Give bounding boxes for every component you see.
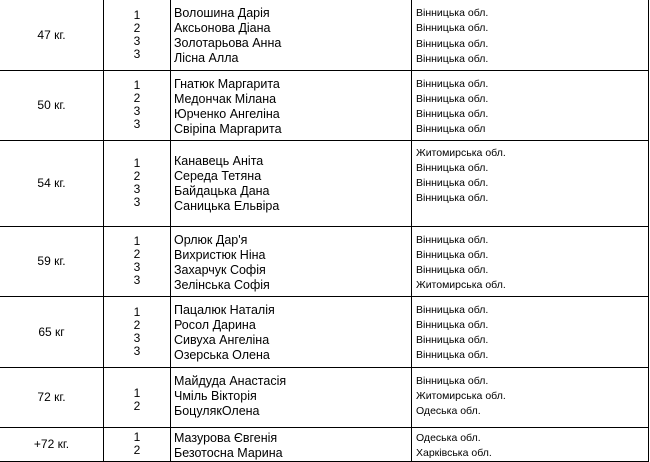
athlete-name: Гнатюк Маргарита xyxy=(174,76,280,91)
athlete-name: Пацалюк Наталія xyxy=(174,302,275,317)
region: Вінницька обл. xyxy=(416,334,489,347)
regions-cell xyxy=(412,367,649,427)
athlete-name: Волошина Дарія xyxy=(174,6,270,20)
places-cell xyxy=(104,140,171,226)
places-cell xyxy=(104,367,171,427)
region: Вінницька обл. xyxy=(416,22,489,35)
table-row xyxy=(0,140,649,226)
region: Вінницька обл. xyxy=(416,7,489,19)
table-row xyxy=(0,296,649,367)
names-cell xyxy=(171,140,412,226)
athlete-name: Вихристюк Ніна xyxy=(174,247,266,262)
region: Вінницька обл. xyxy=(416,161,489,174)
athlete-name: Саницька Ельвіра xyxy=(174,198,280,213)
names-cell xyxy=(171,70,412,140)
region: Харківська обл. xyxy=(416,446,492,459)
place-number: 3 xyxy=(133,195,141,209)
athlete-name: Безотосна Марина xyxy=(174,445,283,460)
regions-cell xyxy=(412,140,649,226)
place-number: 3 xyxy=(133,182,141,196)
place-number: 2 xyxy=(133,247,141,261)
athlete-name: БоцулякОлена xyxy=(174,403,260,418)
place-number: 3 xyxy=(133,343,141,358)
place-number: 3 xyxy=(133,117,141,131)
place-number: 2 xyxy=(133,317,141,332)
athlete-name: Свіріпа Маргарита xyxy=(174,121,282,136)
regions-cell xyxy=(412,70,649,140)
table-row xyxy=(0,226,649,296)
region: Вінницька обл. xyxy=(416,108,489,121)
region: Вінницька обл. xyxy=(416,303,489,316)
weight-category: 59 кг. xyxy=(0,226,104,296)
athlete-name: Захарчук Софія xyxy=(174,262,266,277)
names-cell xyxy=(171,226,412,296)
region: Житомирська обл. xyxy=(416,389,506,402)
region: Одеська обл. xyxy=(416,431,481,444)
region: Вінницька обл. xyxy=(416,248,489,261)
place-number: 3 xyxy=(133,104,141,118)
region: Вінницька обл. xyxy=(416,92,489,105)
region: Вінницька обл. xyxy=(416,374,489,387)
region: Житомирська обл. xyxy=(416,146,506,159)
region: Вінницька обл. xyxy=(416,77,489,90)
place-number: 2 xyxy=(133,399,141,413)
regions-cell xyxy=(412,427,649,462)
athlete-name: Канавець Аніта xyxy=(174,153,264,168)
place-number: 3 xyxy=(133,33,141,48)
athlete-name: Зелінська Софія xyxy=(174,277,270,292)
weight-category: 50 кг. xyxy=(0,70,104,140)
athlete-name: Лісна Алла xyxy=(174,51,239,65)
place-number: 1 xyxy=(133,430,141,445)
place-number: 3 xyxy=(133,330,141,345)
athlete-name: Середа Тетяна xyxy=(174,168,262,183)
region: Вінницька обл. xyxy=(416,192,489,205)
regions-cell xyxy=(412,296,649,367)
region: Вінницька обл. xyxy=(416,52,489,65)
place-number: 1 xyxy=(133,78,141,92)
athlete-name: Орлюк Дар'я xyxy=(174,232,248,247)
place-number: 1 xyxy=(133,156,141,170)
place-number: 1 xyxy=(133,7,141,22)
names-cell xyxy=(171,0,412,70)
athlete-name: Мазурова Євгенія xyxy=(174,430,278,445)
athlete-name: Аксьонова Діана xyxy=(174,21,271,35)
athlete-name: Золотарьова Анна xyxy=(174,36,282,50)
places-cell xyxy=(104,0,171,70)
place-number: 2 xyxy=(133,20,141,35)
regions-cell xyxy=(412,226,649,296)
weight-category: 54 кг. xyxy=(0,140,104,226)
place-number: 2 xyxy=(133,91,141,105)
region: Вінницька обл. xyxy=(416,233,489,246)
place-number: 3 xyxy=(133,260,141,274)
place-number: 1 xyxy=(133,234,141,248)
athlete-name: Байдацька Дана xyxy=(174,183,270,198)
place-number: 3 xyxy=(133,46,141,61)
region: Одеська обл. xyxy=(416,405,481,418)
region: Вінницька обл. xyxy=(416,264,489,277)
table-row xyxy=(0,427,649,462)
place-number: 3 xyxy=(133,273,141,287)
region: Вінницька обл. xyxy=(416,318,489,331)
athlete-name: Озерська Олена xyxy=(174,347,270,362)
places-cell xyxy=(104,427,171,462)
places-cell xyxy=(104,70,171,140)
places-cell xyxy=(104,226,171,296)
region: Житомирська обл. xyxy=(416,279,506,292)
names-cell xyxy=(171,367,412,427)
names-cell xyxy=(171,427,412,462)
weight-category: +72 кг. xyxy=(0,427,104,462)
weight-category: 72 кг. xyxy=(0,367,104,427)
athlete-name: Майдуда Анастасія xyxy=(174,373,287,388)
weight-category: 47 кг. xyxy=(0,0,104,70)
region: Вінницька обл. xyxy=(416,349,489,362)
place-number: 1 xyxy=(133,386,141,400)
place-number: 1 xyxy=(133,304,141,319)
table-row xyxy=(0,0,649,70)
regions-cell xyxy=(412,0,649,70)
athlete-name: Росол Дарина xyxy=(174,317,256,332)
athlete-name: Чміль Вікторія xyxy=(174,388,257,403)
athlete-name: Сивуха Ангеліна xyxy=(174,332,270,347)
place-number: 2 xyxy=(133,443,141,458)
table-row xyxy=(0,70,649,140)
places-cell xyxy=(104,296,171,367)
table-row xyxy=(0,367,649,427)
athlete-name: Медончак Мілана xyxy=(174,91,277,106)
names-cell xyxy=(171,296,412,367)
weight-category: 65 кг xyxy=(0,296,104,367)
region: Вінницька обл. xyxy=(416,177,489,190)
region: Вінницька обл xyxy=(416,123,486,136)
place-number: 2 xyxy=(133,169,141,183)
region: Вінницька обл. xyxy=(416,37,489,50)
athlete-name: Юрченко Ангеліна xyxy=(174,106,280,121)
